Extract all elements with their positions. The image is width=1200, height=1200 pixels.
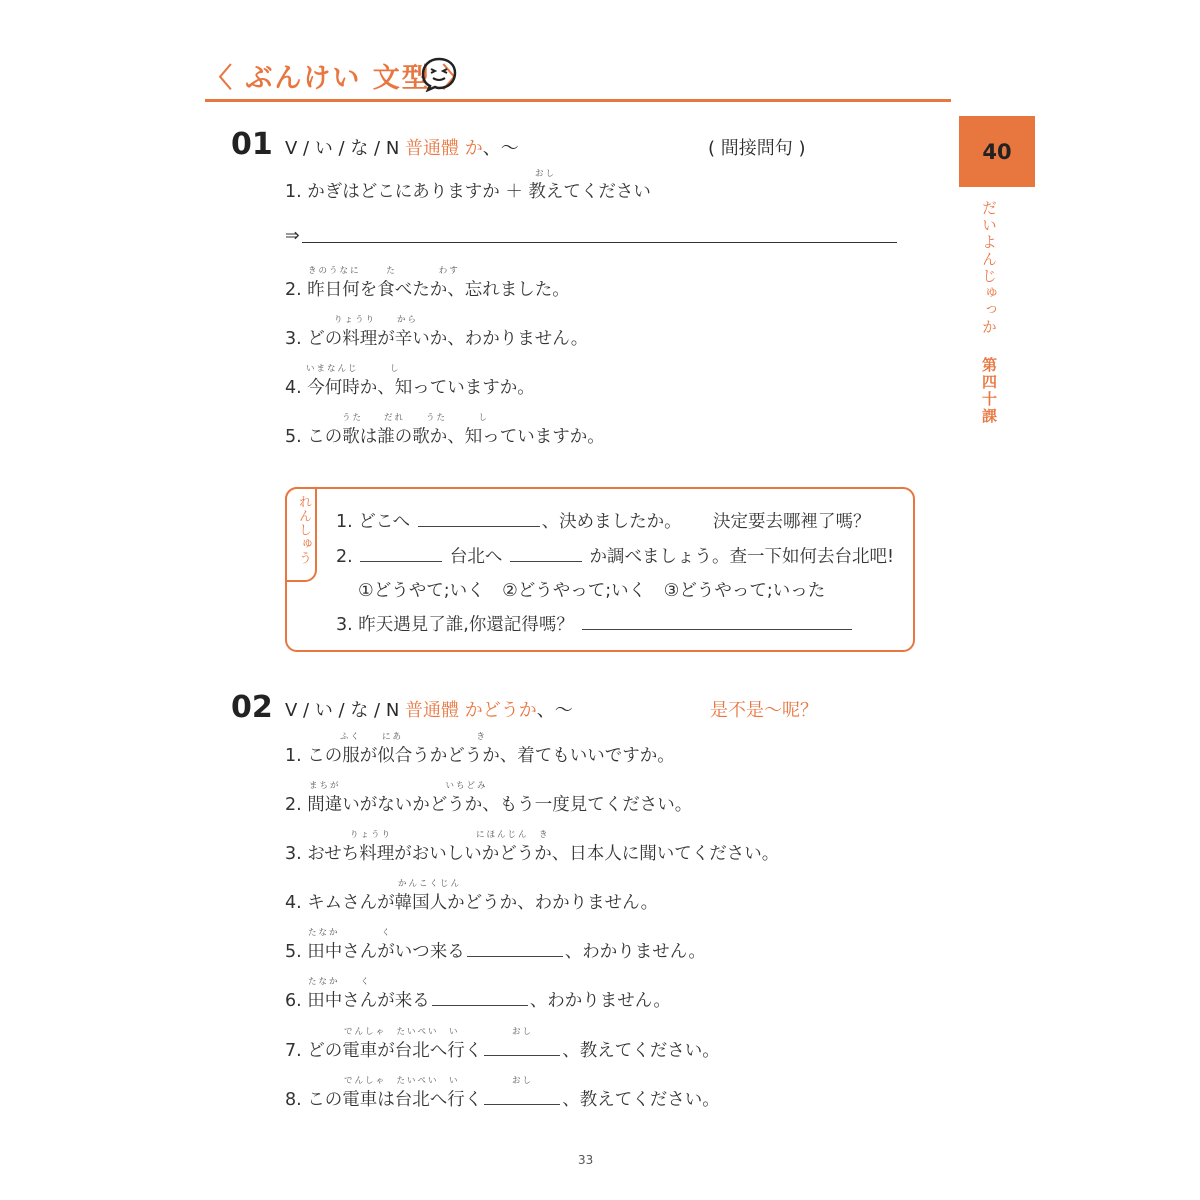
furigana: りょうり にほんじん き — [350, 830, 550, 840]
practice-q1-end: 、決めましたか。 — [541, 512, 682, 532]
example-text-end: 、わかりません。 — [564, 942, 706, 962]
furigana: りょうり から — [334, 315, 419, 325]
answer-blank[interactable] — [432, 988, 528, 1006]
example-text-start: 5. 田中さんがいつ来る — [285, 942, 465, 962]
practice-q2-end: か調べましょう。查一下如何去台北吧! — [583, 547, 894, 567]
answer-blank-line[interactable] — [302, 242, 897, 243]
furigana: ふく にあ き — [340, 732, 488, 742]
example-line: 4. キムさんが韓国人かどうか、わかりません。 — [285, 893, 659, 913]
example-line — [285, 987, 671, 1012]
pattern-highlight: 普通體 かどうか — [405, 700, 537, 721]
answer-blank[interactable] — [484, 1038, 560, 1056]
pattern-suffix: 、〜 — [482, 138, 519, 159]
example-text-end: 、わかりません。 — [529, 991, 671, 1011]
example-line: 3. おせち料理がおいしいかどうか、日本人に聞いてください。 — [285, 844, 780, 864]
page-number: 33 — [578, 1153, 594, 1167]
practice-q2-start: 2. — [336, 547, 359, 567]
header-divider — [205, 99, 951, 102]
example-line: 1. かぎはどこにありますか ＋ 教えてください — [285, 182, 651, 202]
pattern-highlight: 普通體 か — [405, 138, 483, 159]
pattern-suffix: 、〜 — [536, 700, 573, 721]
furigana: いまなんじ し — [306, 364, 401, 374]
lesson-kanji: 第四十課 — [980, 356, 998, 425]
example-line: 5. この歌は誰の歌か、知っていますか。 — [285, 427, 605, 447]
lesson-reading: だいよんじゅっか — [980, 200, 998, 336]
pattern-prefix: V / い / な / N — [285, 700, 406, 721]
answer-blank[interactable] — [510, 544, 582, 562]
furigana: でんしゃ たいぺい い おし — [344, 1027, 534, 1037]
lesson-number-tab: 40 — [959, 116, 1035, 187]
example-text-end: 、教えてください。 — [562, 1090, 720, 1110]
section-pattern-02 — [285, 696, 573, 722]
example-line: 2. 昨日何を食べたか、忘れました。 — [285, 280, 570, 300]
pattern-prefix: V / い / な / N — [285, 138, 406, 159]
practice-question-3 — [336, 611, 854, 636]
example-text-start: 7. どの電車が台北へ行く — [285, 1041, 483, 1061]
practice-question-2 — [336, 543, 894, 568]
pattern-note-02: 是不是〜呢？ — [710, 700, 818, 721]
practice-q3-text: 3. 昨天遇見了誰,你還記得嗎？ — [336, 615, 574, 635]
answer-blank[interactable] — [484, 1087, 560, 1105]
answer-blank[interactable] — [582, 612, 852, 630]
practice-tag-label: れんしゅう — [296, 495, 311, 565]
example-line: 3. どの料理が辛いか、わかりません。 — [285, 329, 589, 349]
answer-blank[interactable] — [360, 544, 442, 562]
furigana: たなか く — [308, 977, 372, 987]
answer-blank[interactable] — [418, 509, 540, 527]
example-line — [285, 1086, 720, 1111]
example-text-end: 、教えてください。 — [562, 1041, 720, 1061]
practice-q1-start: 1. どこへ — [336, 512, 416, 532]
example-line — [285, 1037, 720, 1062]
example-text-start: 8. この電車は台北へ行く — [285, 1090, 483, 1110]
example-line: 2. 間違いがないかどうか、もう一度見てください。 — [285, 795, 693, 815]
example-line: 1. この服が似合うかどうか、着てもいいですか。 — [285, 746, 675, 766]
furigana: きのうなに た わす — [308, 266, 460, 276]
practice-question-1 — [336, 508, 682, 533]
answer-arrow: ⇒ — [285, 226, 300, 246]
furigana: たなか く — [308, 928, 393, 938]
page-heading: 〈 ぶんけい 文型 〉 — [205, 63, 472, 94]
furigana: かんこくじん — [398, 879, 462, 889]
practice-q1-translation: 決定要去哪裡了嗎？ — [713, 512, 871, 532]
furigana: うた だれ うた し — [342, 413, 490, 423]
pattern-note-01: ( 間接問句 ) — [708, 138, 806, 159]
example-line — [285, 938, 706, 963]
furigana: でんしゃ たいぺい い おし — [344, 1076, 534, 1086]
face-icon — [420, 56, 458, 92]
example-line: 4. 今何時か、知っていますか。 — [285, 378, 535, 398]
furigana: おし — [535, 169, 557, 179]
section-pattern-01 — [285, 134, 519, 160]
practice-q2-mid: 台北へ — [444, 547, 508, 567]
section-number-02: 02 — [231, 690, 273, 725]
furigana: まちが いちどみ — [309, 781, 488, 791]
answer-blank[interactable] — [467, 939, 563, 957]
section-number-01: 01 — [231, 127, 273, 162]
lesson-vertical-label — [976, 200, 1000, 425]
example-text-start: 6. 田中さんが来る — [285, 991, 430, 1011]
practice-options: ①どうやて;いく ②どうやって;いく ③どうやって;いった — [358, 581, 826, 601]
